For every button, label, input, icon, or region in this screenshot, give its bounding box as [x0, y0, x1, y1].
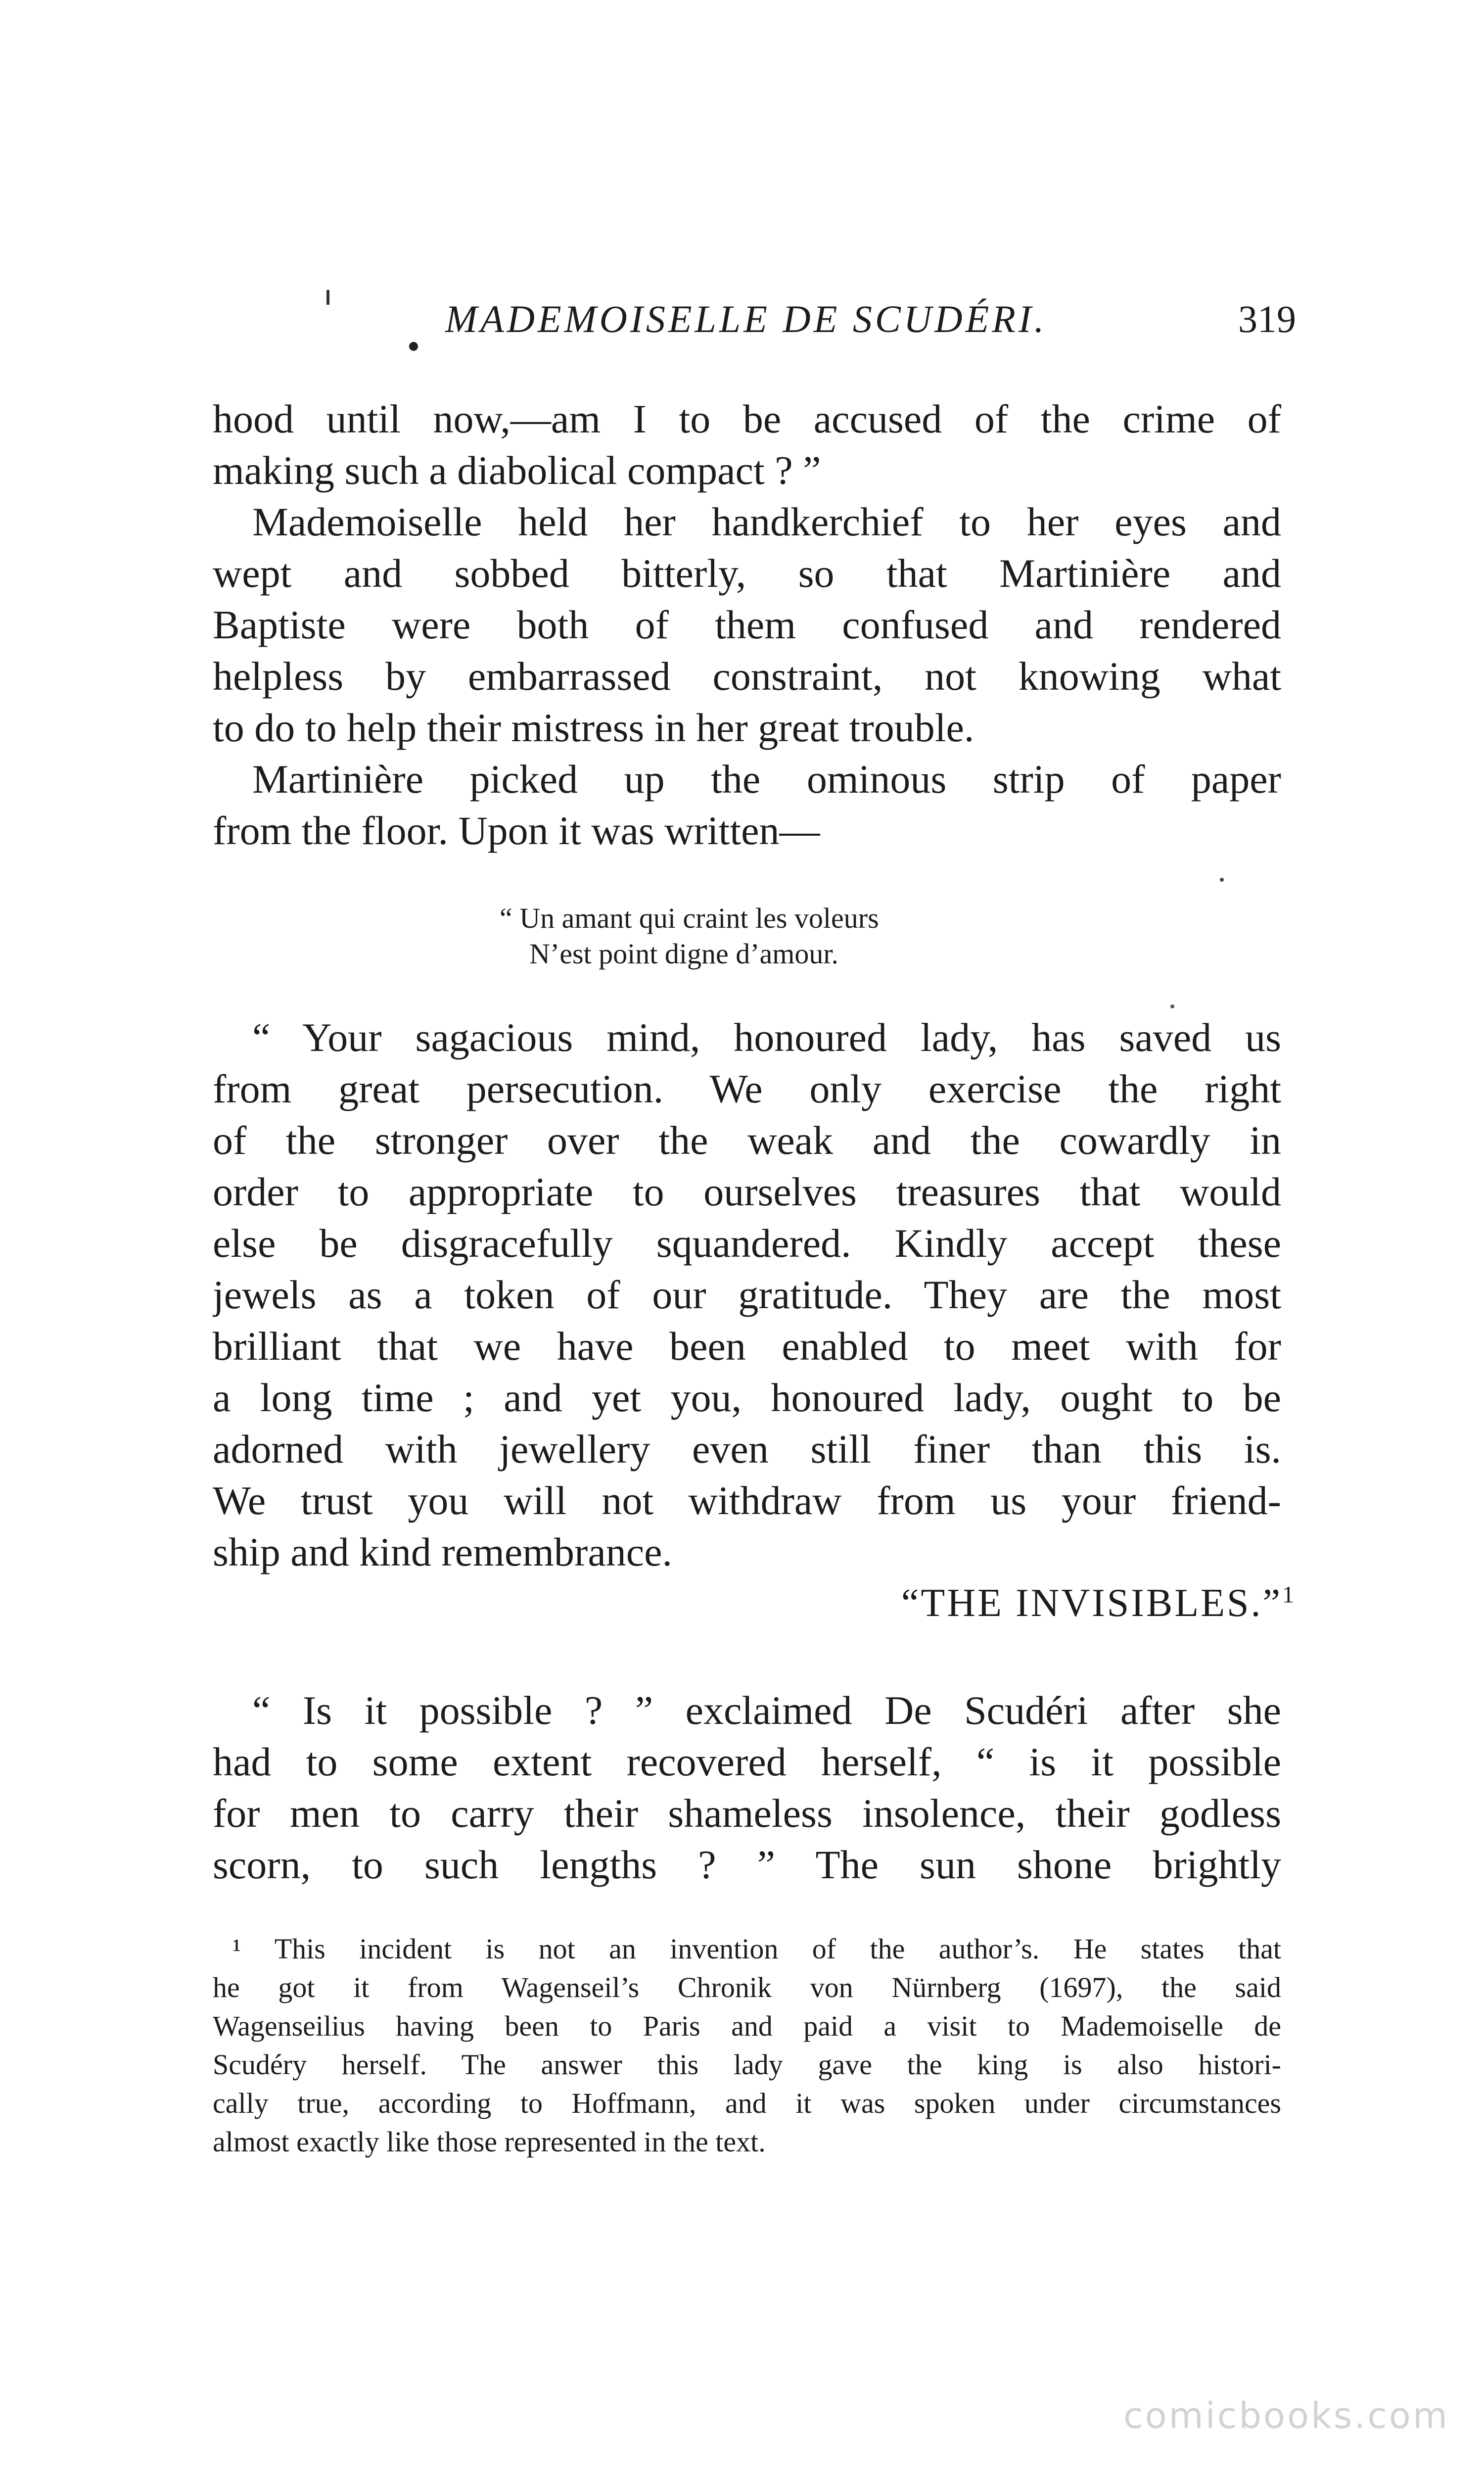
- letter-signature: [821, 1578, 1296, 1628]
- text-line: helpless by embarrassed constraint, not knowing what: [213, 654, 1281, 699]
- footnote-line: ¹ This incident is not an invention of the author’s. He states that: [232, 1933, 1281, 1965]
- main-text-top: [213, 393, 1281, 856]
- footnote-line: he got it from Wagenseil’s Chronik von Nürnberg (1697), the said: [213, 1971, 1281, 2003]
- footnote-line: Scudéry herself. The answer this lady gave the king is also histori-: [213, 2048, 1281, 2081]
- text-line: to do to help their mistress in her great trouble.: [213, 705, 974, 750]
- text-line: brilliant that we have been enabled to meet with for: [213, 1324, 1281, 1369]
- letter-text: [213, 1012, 1281, 1578]
- text-line: scorn, to such lengths ? ” The sun shone brightly: [213, 1842, 1281, 1887]
- footnote-line: almost exactly like those represented in the text.: [213, 2126, 766, 2158]
- main-text-bottom: [213, 1685, 1281, 1891]
- text-line: from the floor. Upon it was written—: [213, 808, 820, 853]
- text-line: making such a diabolical compact ? ”: [213, 448, 821, 493]
- signature-text: “THE INVISIBLES.”: [901, 1581, 1282, 1625]
- text-line: from great persecution. We only exercise the right: [213, 1066, 1281, 1111]
- text-line: a long time ; and yet you, honoured lady, ought to be: [213, 1375, 1281, 1420]
- speck: [1170, 1004, 1174, 1008]
- running-title: MADEMOISELLE DE SCUDÉRI.: [445, 297, 1047, 340]
- footnote: [213, 1930, 1281, 2161]
- text-line: had to some extent recovered herself, “ is it possible: [213, 1739, 1281, 1784]
- verse-quote: [500, 901, 1093, 972]
- speck: [326, 290, 329, 305]
- text-line: of the stronger over the weak and the cowardly in: [213, 1118, 1281, 1163]
- verse-line: N’est point digne d’amour.: [529, 938, 839, 970]
- text-line: We trust you will not withdraw from us your friend-: [213, 1478, 1281, 1523]
- text-line: wept and sobbed bitterly, so that Martinière and: [213, 551, 1281, 596]
- speck: [409, 342, 418, 351]
- text-line: jewels as a token of our gratitude. They are the most: [213, 1272, 1281, 1317]
- page-number: 319: [1238, 297, 1296, 340]
- text-line: else be disgracefully squandered. Kindly accept these: [213, 1221, 1281, 1266]
- text-line: “ Is it possible ? ” exclaimed De Scudéri after she: [252, 1688, 1281, 1733]
- verse-line: “ Un amant qui craint les voleurs: [500, 902, 879, 934]
- footnote-line: cally true, according to Hoffmann, and it was spoken under circumstances: [213, 2087, 1281, 2119]
- text-line: Baptiste were both of them confused and rendered: [213, 602, 1281, 647]
- text-line: “ Your sagacious mind, honoured lady, has saved us: [252, 1015, 1281, 1060]
- text-line: Martinière picked up the ominous strip of paper: [252, 757, 1281, 802]
- speck: [1220, 878, 1224, 882]
- running-head: [435, 297, 1296, 356]
- text-line: for men to carry their shameless insolence, their godless: [213, 1791, 1281, 1836]
- text-line: Mademoiselle held her handkerchief to her eyes and: [252, 499, 1281, 544]
- text-line: hood until now,—am I to be accused of the crime of: [213, 396, 1281, 441]
- footnote-marker: 1: [1282, 1581, 1296, 1608]
- text-line: order to appropriate to ourselves treasures that would: [213, 1169, 1281, 1214]
- footnote-line: Wagenseilius having been to Paris and paid a visit to Mademoiselle de: [213, 2010, 1281, 2042]
- watermark: comicbooks.com: [1123, 2395, 1449, 2436]
- text-line: ship and kind remembrance.: [213, 1529, 673, 1574]
- text-line: adorned with jewellery even still finer than this is.: [213, 1427, 1281, 1472]
